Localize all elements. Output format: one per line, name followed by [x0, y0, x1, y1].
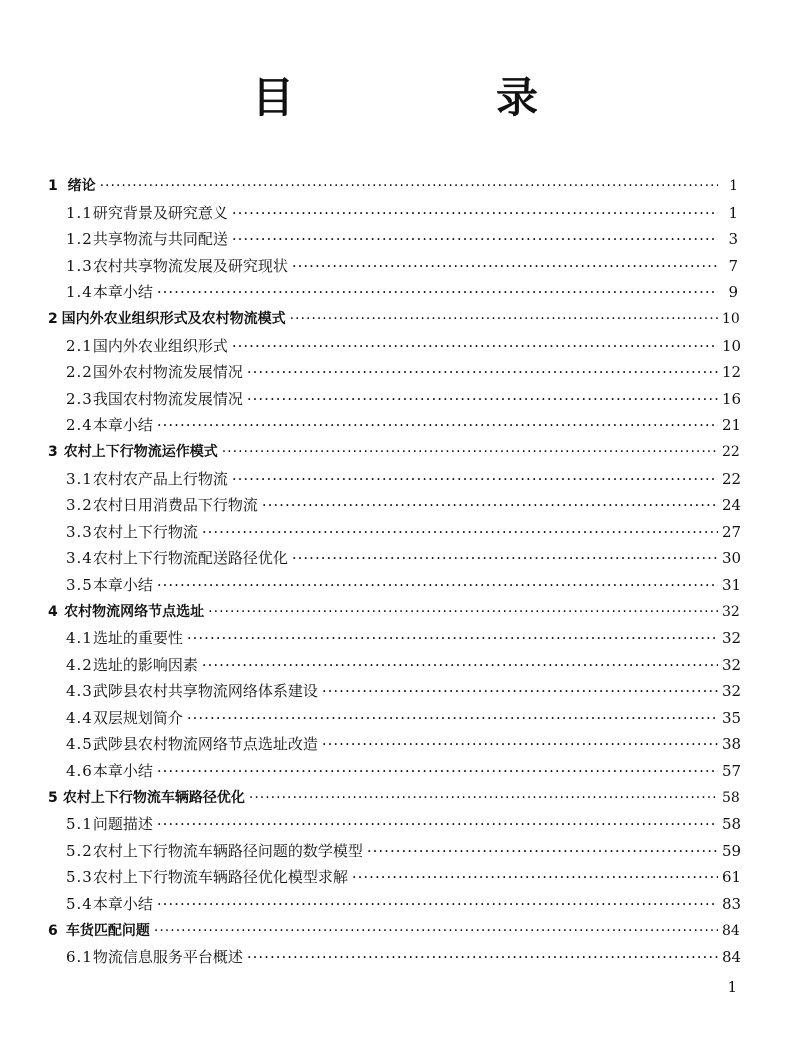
toc-entry-number: 5.3 [66, 868, 93, 887]
toc-entry-title: 国外农村物流发展情况 [92, 363, 243, 382]
dot-leader [202, 519, 718, 546]
toc-entry-title: 农村共享物流发展及研究现状 [92, 256, 288, 275]
toc-entry-title: 双层规划简介 [92, 708, 183, 727]
toc-section-entry[interactable] [0, 253, 790, 280]
toc-section-entry[interactable] [0, 705, 790, 732]
toc-entry-title: 本章小结 [92, 895, 153, 914]
toc-entry-title: 农村上下行物流 [92, 522, 198, 541]
toc-entry-page: 32 [722, 603, 740, 620]
toc-entry-title: 农村物流网络节点选址 [64, 603, 205, 620]
toc-section-entry[interactable] [0, 731, 790, 758]
toc-entry-page: 24 [722, 496, 742, 515]
dot-leader [247, 386, 718, 413]
dot-leader [232, 333, 718, 360]
toc-entry-title: 国内外农业组织形式 [92, 336, 228, 355]
toc-entry-title: 武陟县农村物流网络节点选址改造 [92, 735, 318, 754]
toc-entry-page: 30 [722, 549, 742, 568]
toc-entry-number: 1.2 [66, 230, 93, 249]
toc-entry-title: 农村日用消费品下行物流 [92, 496, 258, 515]
dot-leader [157, 891, 718, 918]
toc-entry-title: 农村上下行物流车辆路径问题的数学模型 [92, 841, 363, 860]
dot-leader [262, 492, 718, 519]
toc-entry-title: 农村上下行物流车辆路径优化模型求解 [92, 868, 348, 887]
toc-section-entry[interactable] [0, 279, 790, 306]
toc-entry-page: 32 [722, 629, 742, 648]
toc-entry-number: 4.6 [66, 762, 93, 781]
toc-entry-page: 1 [729, 178, 738, 194]
toc-entry-title: 本章小结 [92, 283, 153, 302]
dot-leader [157, 572, 718, 599]
toc-entry-page: 84 [722, 948, 742, 967]
toc-entry-page: 22 [722, 469, 742, 488]
toc-entry-title: 研究背景及研究意义 [92, 203, 228, 222]
toc-entry-page: 32 [722, 655, 742, 674]
toc-section-entry[interactable] [0, 519, 790, 546]
dot-leader [187, 705, 718, 732]
toc-entry-number: 6 [48, 922, 58, 939]
dot-leader [157, 412, 718, 439]
toc-entry-page: 3 [728, 230, 738, 249]
toc-entry-number: 1.1 [66, 203, 93, 222]
toc-entry-number: 2.4 [66, 416, 93, 435]
toc-section-entry[interactable] [0, 811, 790, 838]
toc-section-entry[interactable] [0, 466, 790, 493]
dot-leader [157, 279, 718, 306]
dot-leader [292, 545, 718, 572]
toc-entry-title: 物流信息服务平台概述 [92, 948, 243, 967]
toc-entry-title: 绪论 [67, 178, 96, 194]
dot-leader [187, 625, 718, 652]
toc-entry-title: 农村农产品上行物流 [92, 469, 228, 488]
toc-entry-title: 共享物流与共同配送 [92, 230, 228, 249]
toc-entry-title: 国内外农业组织形式及农村物流模式 [61, 310, 286, 327]
toc-entry-number: 6.1 [66, 948, 93, 967]
toc-entry-page: 12 [722, 363, 742, 382]
toc-entry-title: 武陟县农村共享物流网络体系建设 [92, 682, 318, 701]
toc-section-entry[interactable] [0, 200, 790, 227]
toc-entry-number: 4.4 [66, 708, 93, 727]
toc-entry-number: 1 [48, 178, 58, 194]
toc-entry-page: 61 [722, 868, 742, 887]
toc-entry-number: 1.3 [66, 256, 93, 275]
toc-entry-page: 38 [722, 735, 742, 754]
toc-section-entry[interactable] [0, 359, 790, 386]
toc-chapter-entry[interactable] [0, 918, 790, 945]
toc-section-entry[interactable] [0, 226, 790, 253]
dot-leader [100, 173, 718, 200]
toc-entry-number: 4.2 [66, 655, 93, 674]
toc-chapter-entry[interactable] [0, 439, 790, 466]
toc-entry-number: 2.1 [66, 336, 93, 355]
toc-entry-number: 3 [48, 443, 58, 460]
toc-entry-title: 本章小结 [92, 762, 153, 781]
dot-leader [157, 758, 718, 785]
dot-leader [247, 944, 718, 971]
dot-leader [249, 785, 718, 812]
toc-entry-page: 10 [722, 310, 740, 327]
toc-entry-page: 22 [722, 443, 740, 460]
dot-leader [322, 731, 718, 758]
dot-leader [157, 811, 718, 838]
toc-entry-page: 1 [728, 203, 738, 222]
toc-entry-page: 57 [722, 762, 742, 781]
toc-entry-number: 3.3 [66, 522, 93, 541]
dot-leader [322, 678, 718, 705]
toc-entry-number: 5.1 [66, 815, 93, 834]
toc-entry-page: 58 [722, 789, 740, 806]
dot-leader [232, 466, 718, 493]
toc-entry-number: 5.4 [66, 895, 93, 914]
toc-chapter-entry[interactable] [0, 785, 790, 812]
toc-entry-title: 农村上下行物流配送路径优化 [92, 549, 288, 568]
toc-entry-page: 7 [728, 256, 738, 275]
dot-leader [232, 226, 718, 253]
toc-entry-title: 选址的重要性 [92, 629, 183, 648]
toc-chapter-entry[interactable] [0, 599, 790, 626]
toc-entry-page: 21 [722, 416, 742, 435]
toc-entry-title: 农村上下行物流运作模式 [63, 443, 218, 460]
toc-entry-page: 16 [722, 389, 742, 408]
toc-section-entry[interactable] [0, 625, 790, 652]
toc-entry-page: 35 [722, 708, 742, 727]
toc-entry-number: 3.2 [66, 496, 93, 515]
toc-entry-number: 4.1 [66, 629, 93, 648]
toc-section-entry[interactable] [0, 572, 790, 599]
dot-leader [290, 306, 718, 333]
toc-section-entry[interactable] [0, 758, 790, 785]
toc-entry-number: 5 [48, 789, 58, 806]
toc-entry-number: 2.3 [66, 389, 93, 408]
toc-entry-page: 83 [722, 895, 742, 914]
toc-chapter-entry[interactable] [0, 306, 790, 333]
table-of-contents [0, 173, 790, 971]
toc-entry-title: 本章小结 [92, 575, 153, 594]
dot-leader [352, 864, 718, 891]
toc-entry-title: 农村上下行物流车辆路径优化 [62, 789, 245, 806]
toc-entry-number: 5.2 [66, 841, 93, 860]
toc-entry-page: 58 [722, 815, 742, 834]
toc-entry-number: 2 [48, 310, 58, 327]
toc-section-entry[interactable] [0, 678, 790, 705]
dot-leader [222, 439, 718, 466]
toc-entry-number: 3.5 [66, 575, 93, 594]
toc-entry-number: 3.1 [66, 469, 93, 488]
page-title: 目 录 [251, 73, 618, 122]
page-number: 1 [727, 978, 737, 996]
dot-leader [232, 200, 718, 227]
toc-entry-number: 2.2 [66, 363, 93, 382]
toc-entry-page: 59 [722, 841, 742, 860]
dot-leader [367, 838, 718, 865]
toc-entry-page: 10 [722, 336, 742, 355]
toc-entry-title: 我国农村物流发展情况 [92, 389, 243, 408]
toc-chapter-entry[interactable] [0, 173, 790, 200]
dot-leader [247, 359, 718, 386]
toc-section-entry[interactable] [0, 864, 790, 891]
toc-entry-title: 本章小结 [92, 416, 153, 435]
toc-section-entry[interactable] [0, 652, 790, 679]
toc-section-entry[interactable] [0, 386, 790, 413]
toc-entry-number: 4.5 [66, 735, 93, 754]
toc-entry-page: 32 [722, 682, 742, 701]
toc-entry-number: 4 [48, 603, 58, 620]
toc-section-entry[interactable] [0, 412, 790, 439]
toc-entry-title: 车货匹配问题 [65, 922, 150, 939]
dot-leader [202, 652, 718, 679]
toc-entry-title: 选址的影响因素 [92, 655, 198, 674]
toc-entry-number: 1.4 [66, 283, 93, 302]
toc-section-entry[interactable] [0, 333, 790, 360]
toc-entry-page: 9 [728, 283, 738, 302]
toc-entry-title: 问题描述 [92, 815, 153, 834]
dot-leader [208, 599, 718, 626]
toc-section-entry[interactable] [0, 838, 790, 865]
toc-entry-page: 31 [722, 575, 742, 594]
toc-section-entry[interactable] [0, 891, 790, 918]
toc-entry-page: 84 [722, 922, 740, 939]
toc-section-entry[interactable] [0, 492, 790, 519]
toc-entry-page: 27 [722, 522, 742, 541]
toc-section-entry[interactable] [0, 545, 790, 572]
dot-leader [154, 918, 718, 945]
dot-leader [292, 253, 718, 280]
toc-entry-number: 4.3 [66, 682, 93, 701]
toc-section-entry[interactable] [0, 944, 790, 971]
toc-entry-number: 3.4 [66, 549, 93, 568]
